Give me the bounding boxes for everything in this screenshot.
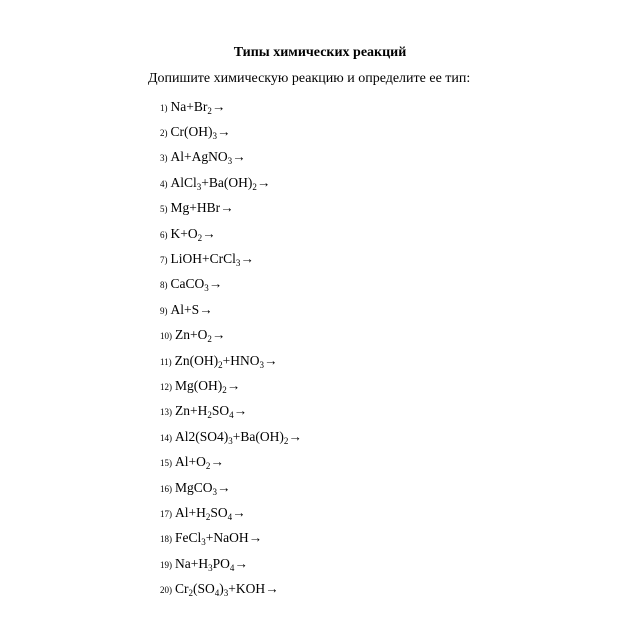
formula-subscript: 3 <box>223 588 229 599</box>
instruction-text: Допишите химическую реакцию и определите ее тип: <box>148 71 471 86</box>
formula-text: Zn+H <box>175 403 208 419</box>
formula-text: Al+AgNO <box>170 149 228 165</box>
formula-subscript: 3 <box>259 359 265 370</box>
reaction-item <box>160 424 302 449</box>
formula-text: Zn+O <box>175 327 208 343</box>
formula-text: FeCl <box>175 530 202 546</box>
reaction-item <box>160 119 302 144</box>
formula-subscript: 3 <box>212 486 218 497</box>
reaction-formula <box>175 403 247 419</box>
reaction-item <box>160 551 302 576</box>
formula-text: → <box>208 276 223 292</box>
reaction-item <box>160 399 302 424</box>
formula-text: +KOH→ <box>228 581 279 597</box>
formula-text: PO <box>212 555 230 571</box>
formula-text: → <box>264 352 278 368</box>
reaction-item <box>160 221 302 246</box>
reaction-formula <box>175 480 231 496</box>
formula-subscript: 2 <box>218 359 223 370</box>
formula-text: → <box>211 98 226 114</box>
reaction-item <box>160 526 302 551</box>
formula-subscript: 3 <box>228 435 233 446</box>
formula-text: → <box>211 327 226 343</box>
formula-text: → <box>232 504 246 520</box>
reaction-number: 1) <box>160 102 168 113</box>
reaction-formula <box>175 581 279 597</box>
formula-text: SO <box>211 403 230 419</box>
reaction-number: 6) <box>160 229 168 240</box>
formula-text: Al2(SO4) <box>175 428 229 444</box>
reaction-item <box>160 196 302 221</box>
reaction-item <box>160 170 302 195</box>
formula-text: MgCO <box>175 479 213 495</box>
reaction-number: 4) <box>160 178 168 189</box>
formula-subscript: 2 <box>188 588 193 599</box>
reaction-formula <box>171 276 223 292</box>
formula-subscript: 3 <box>204 283 209 294</box>
formula-subscript: 2 <box>207 105 212 116</box>
formula-text: → <box>232 149 246 165</box>
formula-text: AlCl <box>170 174 197 190</box>
formula-subscript: 2 <box>197 232 203 243</box>
reaction-number: 19) <box>160 559 172 570</box>
reaction-number: 13) <box>160 407 172 418</box>
formula-text: → <box>233 403 248 419</box>
reaction-formula <box>171 99 226 115</box>
reaction-item <box>160 94 302 119</box>
formula-text: Zn(OH) <box>174 352 219 368</box>
formula-subscript: 2 <box>207 334 212 345</box>
formula-text: → <box>217 124 231 140</box>
formula-text: +NaOH→ <box>205 530 263 546</box>
formula-text: +Ba(OH) <box>232 428 284 444</box>
formula-text: +HNO <box>222 352 260 368</box>
reaction-formula <box>175 454 224 470</box>
reaction-item <box>160 323 302 348</box>
formula-subscript: 2 <box>252 181 257 192</box>
reaction-number: 5) <box>160 204 168 215</box>
formula-subscript: 3 <box>208 562 213 573</box>
formula-subscript: 3 <box>196 181 202 192</box>
reaction-number: 12) <box>160 381 172 392</box>
reaction-item <box>160 272 302 297</box>
reaction-item <box>160 297 302 322</box>
formula-text: → <box>240 251 254 267</box>
reaction-number: 17) <box>160 508 172 519</box>
reaction-number: 9) <box>160 305 168 316</box>
page-title: Типы химических реакций <box>233 45 407 60</box>
formula-subscript: 2 <box>283 435 289 446</box>
formula-text: Al+H <box>175 504 206 520</box>
reaction-number: 2) <box>160 128 168 139</box>
reaction-number: 10) <box>160 331 172 342</box>
formula-text: Al+S→ <box>170 301 213 317</box>
formula-text: +Ba(OH) <box>201 174 253 190</box>
reaction-formula <box>171 124 231 140</box>
formula-subscript: 3 <box>235 258 241 269</box>
reaction-formula <box>171 200 234 216</box>
reaction-formula <box>175 429 302 445</box>
reaction-item <box>160 449 302 474</box>
reaction-formula <box>171 226 216 242</box>
formula-text: Al+O <box>175 454 206 470</box>
reaction-formula <box>171 175 271 191</box>
reaction-item <box>160 475 302 500</box>
formula-text: Na+H <box>175 555 209 571</box>
reaction-formula <box>175 505 246 521</box>
reaction-number: 16) <box>160 483 172 494</box>
reaction-item <box>160 145 302 170</box>
formula-subscript: 4 <box>227 511 233 522</box>
reaction-item <box>160 373 302 398</box>
formula-text: (SO <box>193 581 215 597</box>
reaction-item <box>160 246 302 271</box>
formula-subscript: 3 <box>201 537 206 548</box>
reaction-number: 14) <box>160 432 172 443</box>
reaction-item <box>160 576 302 601</box>
formula-subscript: 4 <box>214 588 220 599</box>
formula-text: Cr(OH) <box>170 124 213 140</box>
formula-text: → <box>256 174 271 190</box>
reaction-formula <box>175 530 262 546</box>
reaction-formula <box>175 378 240 394</box>
formula-text: ) <box>219 581 224 597</box>
reaction-number: 15) <box>160 458 172 469</box>
reaction-formula <box>175 327 225 343</box>
formula-subscript: 4 <box>229 562 235 573</box>
reaction-list <box>160 94 302 602</box>
formula-text: Cr <box>175 581 189 597</box>
reaction-number: 18) <box>160 534 172 545</box>
formula-subscript: 2 <box>222 384 227 395</box>
formula-text: → <box>234 555 248 571</box>
formula-subscript: 2 <box>205 511 211 522</box>
formula-subscript: 3 <box>212 131 217 142</box>
reaction-formula <box>171 302 213 318</box>
formula-subscript: 2 <box>207 410 212 421</box>
formula-text: → <box>226 377 241 393</box>
reaction-number: 3) <box>160 153 168 164</box>
reaction-formula <box>171 251 254 267</box>
formula-text: Na+Br <box>170 98 208 114</box>
reaction-formula <box>171 149 246 165</box>
formula-text: SO <box>210 504 228 520</box>
reaction-item <box>160 500 302 525</box>
formula-text: K+O <box>170 225 198 241</box>
reaction-item <box>160 348 302 373</box>
formula-text: Mg+HBr→ <box>170 200 234 216</box>
formula-text: → <box>217 479 231 495</box>
reaction-formula <box>175 556 248 572</box>
formula-text: LiOH+CrCl <box>170 251 236 267</box>
formula-subscript: 4 <box>229 410 234 421</box>
formula-text: → <box>210 454 224 470</box>
formula-text: CaCO <box>170 276 205 292</box>
formula-text: → <box>202 225 216 241</box>
reaction-number: 11) <box>160 356 172 367</box>
reaction-number: 8) <box>160 280 168 291</box>
reaction-number: 7) <box>160 255 168 266</box>
formula-text: → <box>288 428 302 444</box>
formula-subscript: 3 <box>227 156 233 167</box>
reaction-number: 20) <box>160 585 172 596</box>
formula-text: Mg(OH) <box>175 377 223 393</box>
reaction-formula <box>175 353 278 369</box>
formula-subscript: 2 <box>205 461 211 472</box>
